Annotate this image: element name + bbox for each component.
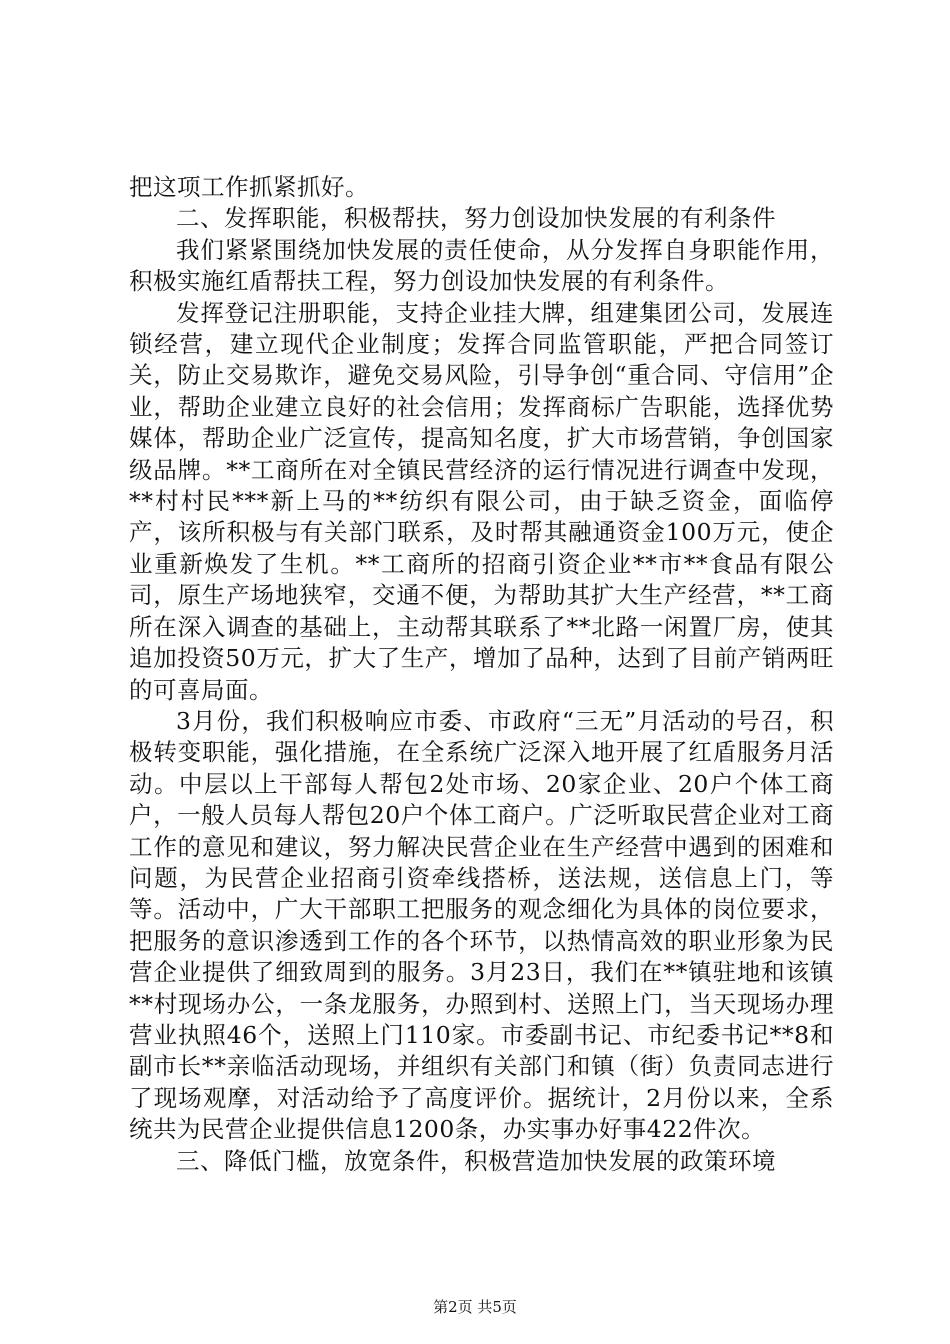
paragraph-intro: 我们紧紧围绕加快发展的责任使命，从分发挥自身职能作用，积极实施红盾帮扶工程，努力创设加快发展的有利条件。 (129, 235, 834, 296)
paragraph-functions: 发挥登记注册职能，支持企业挂大牌，组建集团公司，发展连锁经营，建立现代企业制度；发挥合同监管职能，严把合同签订关，防止交易欺诈，避免交易风险，引导争创“重合同、守信用”企业，帮助企业建立良好的社会信用；发挥商标广告职能，选择优势媒体，帮助企业广泛宣传，提高知名度，扩大市场营销，争创国家级品牌。**工商所在对全镇民营经济的运行情况进行调查中发现，**村村民***新上马的**纺织有限公司，由于缺乏资金，面临停产，该所积极与有关部门联系，及时帮其融通资金100万元，使企业重新焕发了生机。**工商所的招商引资企业**市**食品有限公司，原生产场地狭窄，交通不便，为帮助其扩大生产经营，**工商所在深入调查的基础上，主动帮其联系了**北路一闲置厂房，使其追加投资50万元，扩大了生产，增加了品种，达到了目前产销两旺的可喜局面。 (129, 298, 834, 704)
section-heading-3: 三、降低门槛，放宽条件，积极营造加快发展的政策环境 (176, 1146, 776, 1175)
paragraph-service-month: 3月份，我们积极响应市委、市政府“三无”月活动的号召，积极转变职能，强化措施，在全系统广泛深入地开展了红盾服务月活动。中层以上干部每人帮包2处市场、20家企业、20户个体工商户，一般人员每人帮包20户个体工商户。广泛听取民营企业对工商工作的意见和建议，努力解决民营企业在生产经营中遇到的困难和问题，为民营企业招商引资牵线搭桥，送法规，送信息上门，等等。活动中，广大干部职工把服务的观念细化为具体的岗位要求，把服务的意识渗透到工作的各个环节，以热情高效的职业形象为民营企业提供了细致周到的服务。3月23日，我们在**镇驻地和该镇**村现场办公，一条龙服务，办照到村、送照上门，当天现场办理营业执照46个，送照上门110家。市委副书记、市纪委书记**8和副市长**亲临活动现场，并组织有关部门和镇（街）负责同志进行了现场观摩，对活动给予了高度评价。据统计，2月份以来，全系统共为民营企业提供信息1200条，办实事办好事422件次。 (129, 706, 834, 1144)
section-heading-2: 二、发挥职能，积极帮扶，努力创设加快发展的有利条件 (176, 204, 776, 233)
paragraph-continuation: 把这项工作抓紧抓好。 (129, 173, 369, 201)
document-body (129, 172, 834, 1177)
page-footer: 第2页 共5页 (433, 1298, 517, 1316)
